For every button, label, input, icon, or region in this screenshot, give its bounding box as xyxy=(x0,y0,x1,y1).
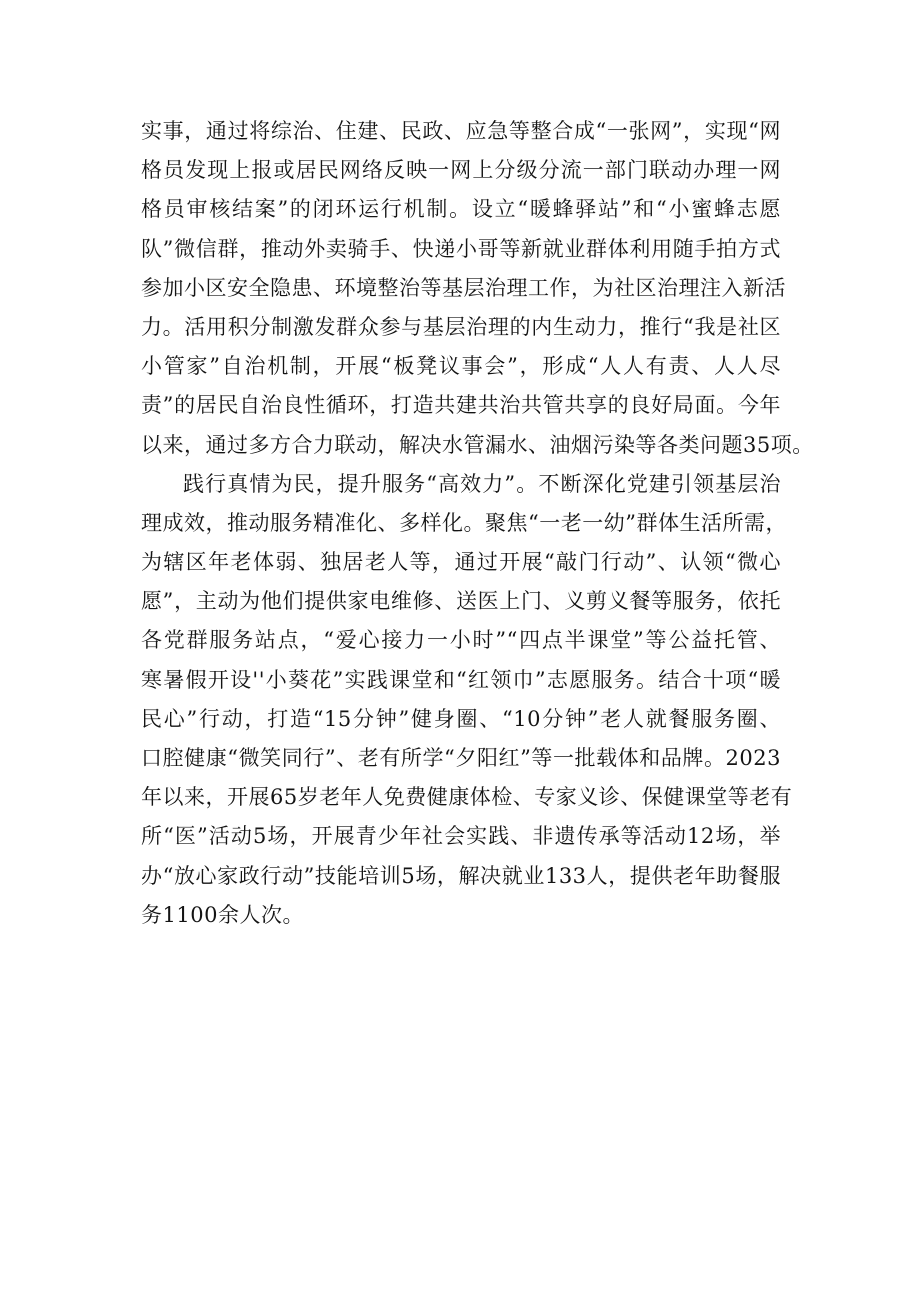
text-line: 愿”，主动为他们提供家电维修、送医上门、义剪义餐等服务，依托 xyxy=(141,589,781,614)
text-line: 寒暑假开设''小葵花”实践课堂和“红领巾”志愿服务。结合十项“暖 xyxy=(141,667,781,692)
text-line: 力。活用积分制激发群众参与基层治理的内生动力，推行“我是社区 xyxy=(141,314,781,339)
text-line: 理成效，推动服务精准化、多样化。聚焦“一老一幼”群体生活所需， xyxy=(141,510,787,535)
text-line: 务1100余人次。 xyxy=(141,902,304,927)
text-line: 参加小区安全隐患、环境整治等基层治理工作，为社区治理注入新活 xyxy=(141,275,786,300)
text-line: 民心”行动，打造“15分钟”健身圈、“10分钟”老人就餐服务圈、 xyxy=(141,706,781,731)
text-line: 所“医”活动5场，开展青少年社会实践、非遗传承等活动12场，举 xyxy=(141,824,781,849)
paragraph-community-governance xyxy=(141,112,814,465)
text-line: 口腔健康“微笑同行”、老有所学“夕阳红”等一批载体和品牌。2023 xyxy=(141,746,781,770)
text-line: 践行真情为民，提升服务“高效力”。不断深化党建引领基层治 xyxy=(183,471,781,496)
text-line: 年以来，开展65岁老年人免费健康体检、专家义诊、保健课堂等老有 xyxy=(141,785,793,810)
text-line: 小管家”自治机制，开展“板凳议事会”，形成“人人有责、人人尽 xyxy=(141,354,781,379)
text-line: 为辖区年老体弱、独居老人等，通过开展“敲门行动”、认领“微心 xyxy=(141,550,781,575)
text-line: 责”的居民自治良性循环，打造共建共治共管共享的良好局面。今年 xyxy=(141,393,781,418)
text-line: 格员审核结案”的闭环运行机制。设立“暖蜂驿站”和“小蜜蜂志愿 xyxy=(141,197,781,222)
paragraph-service-efficiency xyxy=(141,465,793,935)
document-body xyxy=(141,112,814,935)
text-line: 各党群服务站点，“爱心接力一小时”“四点半课堂”等公益托管、 xyxy=(141,628,781,653)
text-line: 办“放心家政行动”技能培训5场，解决就业133人，提供老年助餐服 xyxy=(141,863,781,888)
text-line: 格员发现上报或居民网络反映一网上分级分流一部门联动办理一网 xyxy=(141,158,781,183)
text-line: 队”微信群，推动外卖骑手、快递小哥等新就业群体利用随手拍方式 xyxy=(141,236,781,261)
text-line: 实事，通过将综治、住建、民政、应急等整合成“一张网”，实现“网 xyxy=(141,119,781,143)
text-line: 以来，通过多方合力联动，解决水管漏水、油烟污染等各类问题35项。 xyxy=(141,432,814,457)
